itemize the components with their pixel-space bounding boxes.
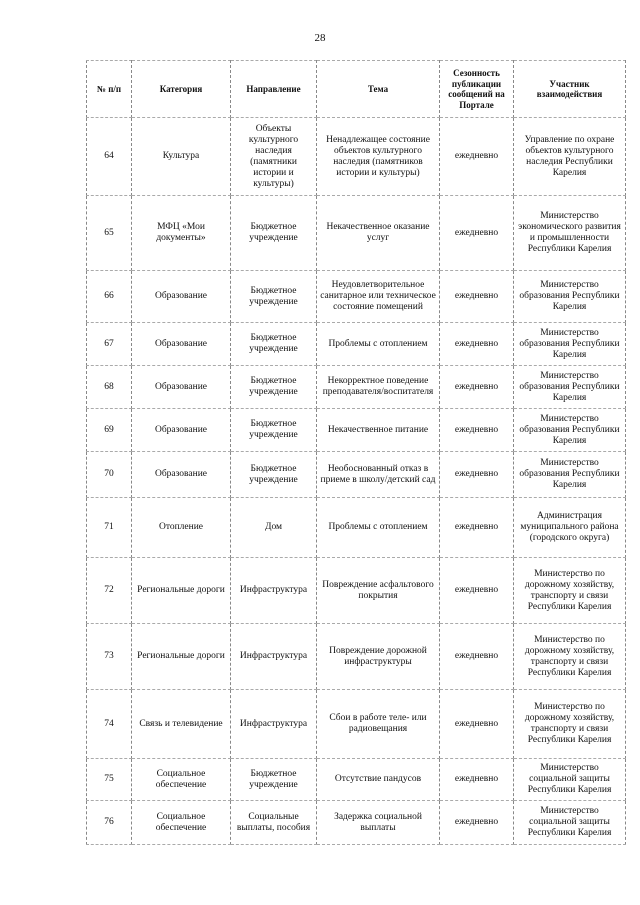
- cell-topic: Некачественное оказание услуг: [317, 196, 440, 271]
- cell-seasonality: ежедневно: [440, 759, 514, 801]
- cell-num: 67: [87, 323, 132, 366]
- header-row: [87, 61, 626, 118]
- cell-category: Связь и телевидение: [132, 690, 231, 759]
- page-number: 28: [314, 32, 326, 44]
- table-row: [87, 452, 626, 498]
- cell-topic: Проблемы с отоплением: [317, 323, 440, 366]
- cell-seasonality: ежедневно: [440, 118, 514, 196]
- table-row: [87, 118, 626, 196]
- header-category: Категория: [132, 61, 231, 118]
- header-num: № п/п: [87, 61, 132, 118]
- cell-seasonality: ежедневно: [440, 690, 514, 759]
- cell-topic: Повреждение дорожной инфраструктуры: [317, 624, 440, 690]
- table-row: [87, 558, 626, 624]
- cell-category: МФЦ «Мои документы»: [132, 196, 231, 271]
- cell-direction: Инфраструктура: [231, 690, 317, 759]
- cell-topic: Отсутствие пандусов: [317, 759, 440, 801]
- cell-direction: Дом: [231, 498, 317, 558]
- cell-topic: Неудовлетворительное санитарное или техническое состояние помещений: [317, 271, 440, 323]
- cell-direction: Бюджетное учреждение: [231, 409, 317, 452]
- cell-participant: Министерство образования Республики Карелия: [514, 271, 626, 323]
- table-row: [87, 690, 626, 759]
- cell-num: 69: [87, 409, 132, 452]
- cell-direction: Бюджетное учреждение: [231, 759, 317, 801]
- cell-participant: Министерство образования Республики Карелия: [514, 452, 626, 498]
- cell-num: 66: [87, 271, 132, 323]
- cell-seasonality: ежедневно: [440, 801, 514, 845]
- cell-topic: Проблемы с отоплением: [317, 498, 440, 558]
- table-row: [87, 624, 626, 690]
- cell-num: 74: [87, 690, 132, 759]
- table-row: [87, 323, 626, 366]
- cell-category: Культура: [132, 118, 231, 196]
- header-participant: Участник взаимодействия: [514, 61, 626, 118]
- cell-num: 65: [87, 196, 132, 271]
- cell-participant: Министерство образования Республики Карелия: [514, 409, 626, 452]
- cell-category: Социальное обеспечение: [132, 801, 231, 845]
- header-topic: Тема: [317, 61, 440, 118]
- cell-participant: Управление по охране объектов культурного наследия Республики Карелия: [514, 118, 626, 196]
- cell-seasonality: ежедневно: [440, 323, 514, 366]
- header-direction: Направление: [231, 61, 317, 118]
- cell-direction: Социальные выплаты, пособия: [231, 801, 317, 845]
- cell-direction: Бюджетное учреждение: [231, 366, 317, 409]
- cell-num: 71: [87, 498, 132, 558]
- cell-seasonality: ежедневно: [440, 498, 514, 558]
- table-row: [87, 366, 626, 409]
- cell-topic: Необоснованный отказ в приеме в школу/детский сад: [317, 452, 440, 498]
- table-row: [87, 271, 626, 323]
- cell-category: Социальное обеспечение: [132, 759, 231, 801]
- cell-category: Образование: [132, 452, 231, 498]
- table-row: [87, 498, 626, 558]
- cell-category: Образование: [132, 366, 231, 409]
- cell-topic: Некачественное питание: [317, 409, 440, 452]
- cell-direction: Объекты культурного наследия (памятники истории и культуры): [231, 118, 317, 196]
- cell-direction: Инфраструктура: [231, 558, 317, 624]
- cell-seasonality: ежедневно: [440, 558, 514, 624]
- cell-topic: Ненадлежащее состояние объектов культурного наследия (памятников истории и культуры): [317, 118, 440, 196]
- cell-participant: Министерство образования Республики Карелия: [514, 323, 626, 366]
- cell-topic: Повреждение асфальтового покрытия: [317, 558, 440, 624]
- cell-direction: Бюджетное учреждение: [231, 323, 317, 366]
- cell-direction: Инфраструктура: [231, 624, 317, 690]
- cell-category: Региональные дороги: [132, 558, 231, 624]
- cell-category: Образование: [132, 409, 231, 452]
- cell-num: 70: [87, 452, 132, 498]
- table-row: [87, 801, 626, 845]
- table-row: [87, 196, 626, 271]
- cell-category: Отопление: [132, 498, 231, 558]
- cell-seasonality: ежедневно: [440, 271, 514, 323]
- cell-topic: Сбои в работе теле- или радиовещания: [317, 690, 440, 759]
- cell-participant: Министерство социальной защиты Республики Карелия: [514, 801, 626, 845]
- cell-num: 68: [87, 366, 132, 409]
- cell-num: 76: [87, 801, 132, 845]
- cell-num: 64: [87, 118, 132, 196]
- cell-num: 72: [87, 558, 132, 624]
- cell-direction: Бюджетное учреждение: [231, 196, 317, 271]
- cell-seasonality: ежедневно: [440, 366, 514, 409]
- cell-direction: Бюджетное учреждение: [231, 452, 317, 498]
- cell-num: 73: [87, 624, 132, 690]
- cell-topic: Задержка социальной выплаты: [317, 801, 440, 845]
- cell-seasonality: ежедневно: [440, 452, 514, 498]
- cell-participant: Министерство по дорожному хозяйству, транспорту и связи Республики Карелия: [514, 558, 626, 624]
- cell-participant: Министерство экономического развития и промышленности Республики Карелия: [514, 196, 626, 271]
- table-row: [87, 409, 626, 452]
- cell-topic: Некорректное поведение преподавателя/воспитателя: [317, 366, 440, 409]
- cell-direction: Бюджетное учреждение: [231, 271, 317, 323]
- cell-category: Образование: [132, 271, 231, 323]
- cell-num: 75: [87, 759, 132, 801]
- header-seasonality: Сезонность публикации сообщений на Портале: [440, 61, 514, 118]
- cell-participant: Министерство образования Республики Карелия: [514, 366, 626, 409]
- cell-seasonality: ежедневно: [440, 624, 514, 690]
- cell-seasonality: ежедневно: [440, 409, 514, 452]
- cell-participant: Министерство социальной защиты Республики Карелия: [514, 759, 626, 801]
- cell-participant: Министерство по дорожному хозяйству, транспорту и связи Республики Карелия: [514, 690, 626, 759]
- cell-participant: Министерство по дорожному хозяйству, транспорту и связи Республики Карелия: [514, 624, 626, 690]
- publication-table: [86, 60, 626, 845]
- cell-seasonality: ежедневно: [440, 196, 514, 271]
- cell-category: Образование: [132, 323, 231, 366]
- table-row: [87, 759, 626, 801]
- cell-participant: Администрация муниципального района (городского округа): [514, 498, 626, 558]
- cell-category: Региональные дороги: [132, 624, 231, 690]
